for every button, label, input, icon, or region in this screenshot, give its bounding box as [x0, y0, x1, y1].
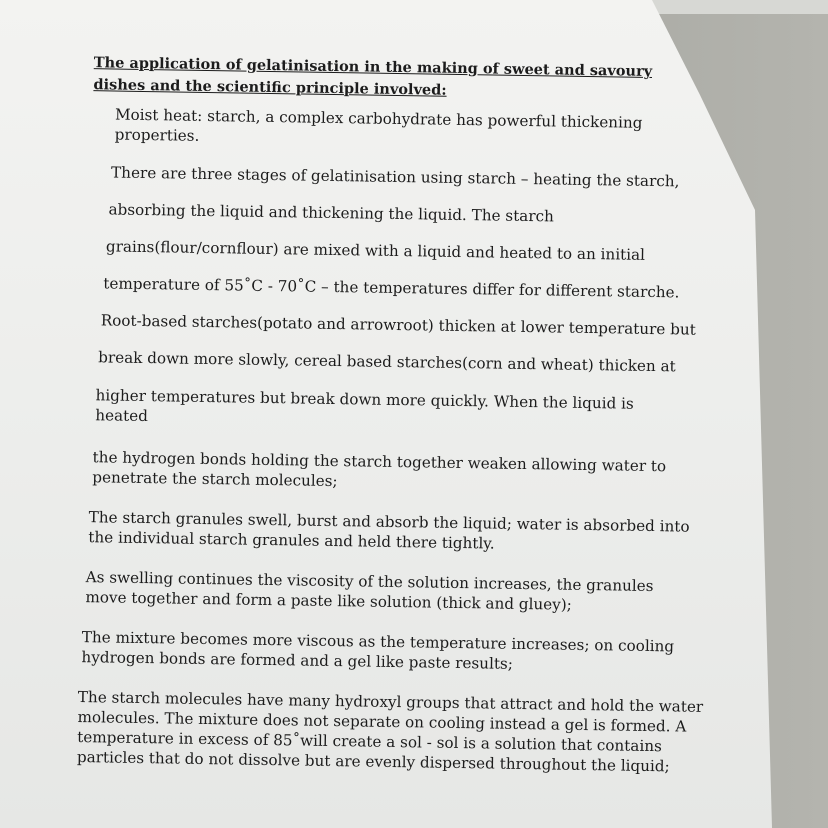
- paragraph-8: higher temperatures but break down more quickly. When the liquid is heated: [95, 386, 634, 426]
- paragraph-11: As swelling continues the viscosity of the solution increases, the granules move together and form a paste like solution (thick and gluey);: [85, 568, 654, 614]
- paragraph-9: the hydrogen bonds holding the starch together weaken allowing water to penetrate the starch molecules;: [92, 448, 667, 491]
- paragraph-5: temperature of 55˚C - 70˚C – the temperatures differ for different starche.: [103, 274, 680, 302]
- paragraph-2: There are three stages of gelatinisation using starch – heating the starch,: [110, 163, 680, 191]
- paragraph-12: The mixture becomes more viscous as the temperature increases; on cooling hydrogen bonds are formed and a gel like paste results;: [81, 628, 675, 673]
- document-body: [71, 52, 732, 777]
- paragraph-3: absorbing the liquid and thickening the liquid. The starch: [108, 200, 555, 226]
- background-strip: [640, 0, 828, 14]
- document-heading: The application of gelatinisation in the making of sweet and savoury dishes and the scientific principle involved:: [93, 54, 653, 99]
- paragraph-1: Moist heat: starch, a complex carbohydrate has powerful thickening properties.: [114, 105, 643, 145]
- paragraph-10: The starch granules swell, burst and absorb the liquid; water is absorbed into the individual starch granules and held there tightly.: [88, 508, 690, 553]
- paragraph-7: break down more slowly, cereal based starches(corn and wheat) thicken at: [98, 348, 676, 376]
- paragraph-13: The starch molecules have many hydroxyl groups that attract and hold the water molecules. The mixture does not separate on cooling instead a gel is formed. A temperature in excess of 85˚will create a sol - sol is a solution that contains particles that do not dissolve but are evenly dispersed throughout the liquid;: [76, 688, 704, 776]
- paragraph-6: Root-based starches(potato and arrowroot) thicken at lower temperature but: [100, 311, 696, 339]
- paragraph-4: grains(flour/cornflour) are mixed with a liquid and heated to an initial: [105, 237, 646, 264]
